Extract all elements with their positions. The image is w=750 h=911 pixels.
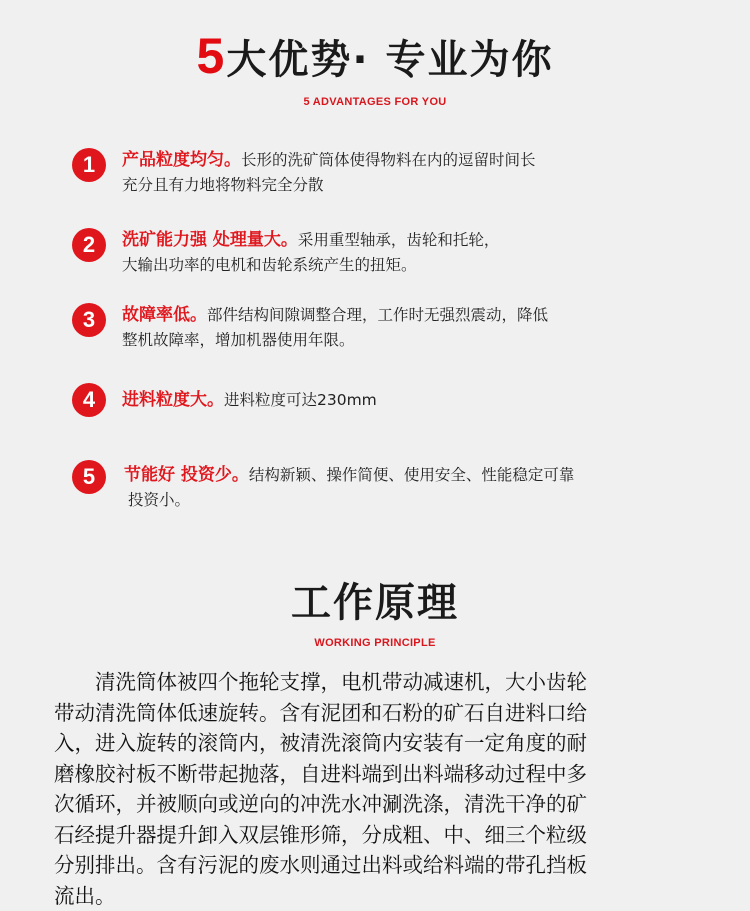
advantage-title-5: 节能好 投资少。 xyxy=(124,465,249,485)
principle-line-8: 流出。 xyxy=(54,881,714,911)
advantage-desc-5: 结构新颖、操作简便、使用安全、性能稳定可靠 xyxy=(249,466,575,484)
advantage-desc-1: 长形的洗矿筒体使得物料在内的逗留时间长 xyxy=(241,151,536,169)
advantages-title-text: 大优势· 专业为你 xyxy=(226,37,553,83)
principle-title: 工作原理 xyxy=(0,575,750,631)
principle-subtitle: WORKING PRINCIPLE xyxy=(0,637,750,649)
advantage-title-2: 洗矿能力强 处理量大。 xyxy=(122,230,298,250)
advantage-title-3: 故障率低。 xyxy=(122,305,207,325)
advantage-text-5 xyxy=(124,463,714,513)
advantage-text-4 xyxy=(122,388,712,413)
advantages-title-number: 5 xyxy=(197,28,227,84)
principle-line-7: 分别排出。含有污泥的废水则通过出料或给料端的带孔挡板 xyxy=(54,850,714,881)
advantages-header xyxy=(0,28,750,108)
advantage-title-1: 产品粒度均匀。 xyxy=(122,150,241,170)
advantage-text-2 xyxy=(122,228,712,278)
number-badge-3: 3 xyxy=(72,303,106,337)
advantage-desc-2-line2: 大输出功率的电机和齿轮系统产生的扭矩。 xyxy=(122,253,712,278)
principle-line-3: 入，进入旋转的滚筒内，被清洗滚筒内安装有一定角度的耐 xyxy=(54,728,714,759)
advantage-desc-3: 部件结构间隙调整合理，工作时无强烈震动，降低 xyxy=(207,306,548,324)
advantage-text-3 xyxy=(122,303,712,353)
advantages-subtitle: 5 ADVANTAGES FOR YOU xyxy=(0,96,750,108)
principle-line-1: 清洗筒体被四个拖轮支撑，电机带动减速机，大小齿轮 xyxy=(54,667,714,698)
advantage-desc-5-line2: 投资小。 xyxy=(124,488,714,513)
principle-line-4: 磨橡胶衬板不断带起抛落，自进料端到出料端移动过程中多 xyxy=(54,759,714,790)
advantage-desc-4: 进料粒度可达230mm xyxy=(224,391,377,409)
number-badge-2: 2 xyxy=(72,228,106,262)
principle-line-5: 次循环，并被顺向或逆向的冲洗水冲涮洗涤，清洗干净的矿 xyxy=(54,789,714,820)
advantage-desc-2: 采用重型轴承，齿轮和托轮， xyxy=(298,231,500,249)
advantage-desc-3-line2: 整机故障率，增加机器使用年限。 xyxy=(122,328,712,353)
number-badge-4: 4 xyxy=(72,383,106,417)
advantages-title xyxy=(0,28,750,88)
principle-paragraph xyxy=(54,667,714,911)
principle-header xyxy=(0,575,750,649)
advantage-title-4: 进料粒度大。 xyxy=(122,390,224,410)
principle-line-2: 带动清洗筒体低速旋转。含有泥团和石粉的矿石自进料口给 xyxy=(54,698,714,729)
number-badge-1: 1 xyxy=(72,148,106,182)
advantage-desc-1-line2: 充分且有力地将物料完全分散 xyxy=(122,173,712,198)
principle-line-6: 石经提升器提升卸入双层锥形筛，分成粗、中、细三个粒级 xyxy=(54,820,714,851)
number-badge-5: 5 xyxy=(72,460,106,494)
advantage-text-1 xyxy=(122,148,712,198)
